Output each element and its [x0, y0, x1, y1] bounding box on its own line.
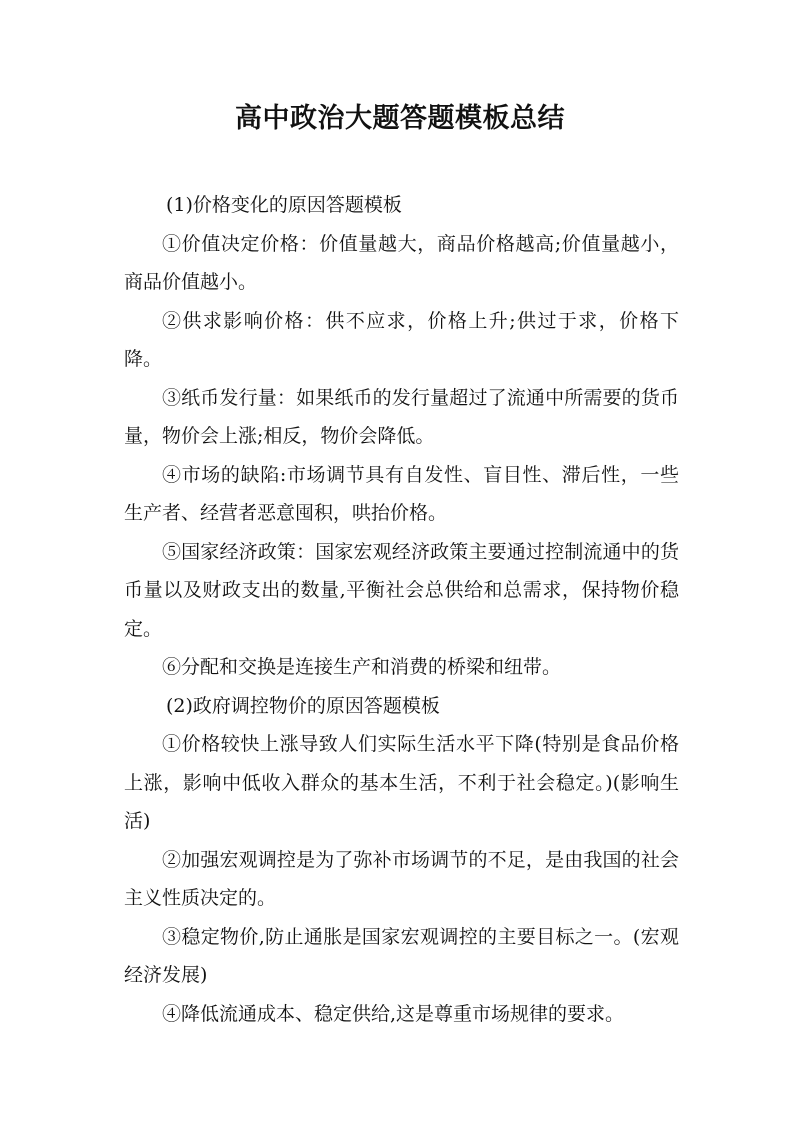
paragraph-item: ⑥分配和交换是连接生产和消费的桥梁和纽带。: [162, 656, 562, 678]
paragraph-item: ①价格较快上涨导致人们实际生活水平下降(特别是食品价格上涨，影响中低收入群众的基本生活，不利于社会稳定。)(影响生活): [124, 733, 679, 832]
paragraph-item: ③纸币发行量：如果纸币的发行量超过了流通中所需要的货币量，物价会上涨;相反，物价会降低。: [124, 386, 679, 447]
paragraph-item: ③稳定物价,防止通胀是国家宏观调控的主要目标之一。(宏观经济发展): [124, 925, 679, 986]
paragraph-item: ②加强宏观调控是为了弥补市场调节的不足，是由我国的社会主义性质决定的。: [124, 848, 679, 909]
document-body: [124, 186, 679, 1033]
section-heading-price-control: (2)政府调控物价的原因答题模板: [166, 694, 440, 717]
document-title: 高中政治大题答题模板总结: [235, 103, 565, 134]
paragraph-item: ④降低流通成本、稳定供给,这是尊重市场规律的要求。: [162, 1002, 625, 1025]
paragraph-item: ⑤国家经济政策：国家宏观经济政策主要通过控制流通中的货币量以及财政支出的数量,平衡社会总供给和总需求，保持物价稳定。: [124, 540, 679, 640]
paragraph-item: ①价值决定价格：价值量越大，商品价格越高;价值量越小，商品价值越小。: [124, 232, 679, 293]
paragraph-item: ②供求影响价格：供不应求，价格上升;供过于求，价格下降。: [124, 309, 679, 370]
section-heading-price-change: (1)价格变化的原因答题模板: [166, 194, 402, 216]
paragraph-item: ④市场的缺陷:市场调节具有自发性、盲目性、滞后性，一些生产者、经营者恶意囤积，哄抬价格。: [124, 463, 679, 524]
